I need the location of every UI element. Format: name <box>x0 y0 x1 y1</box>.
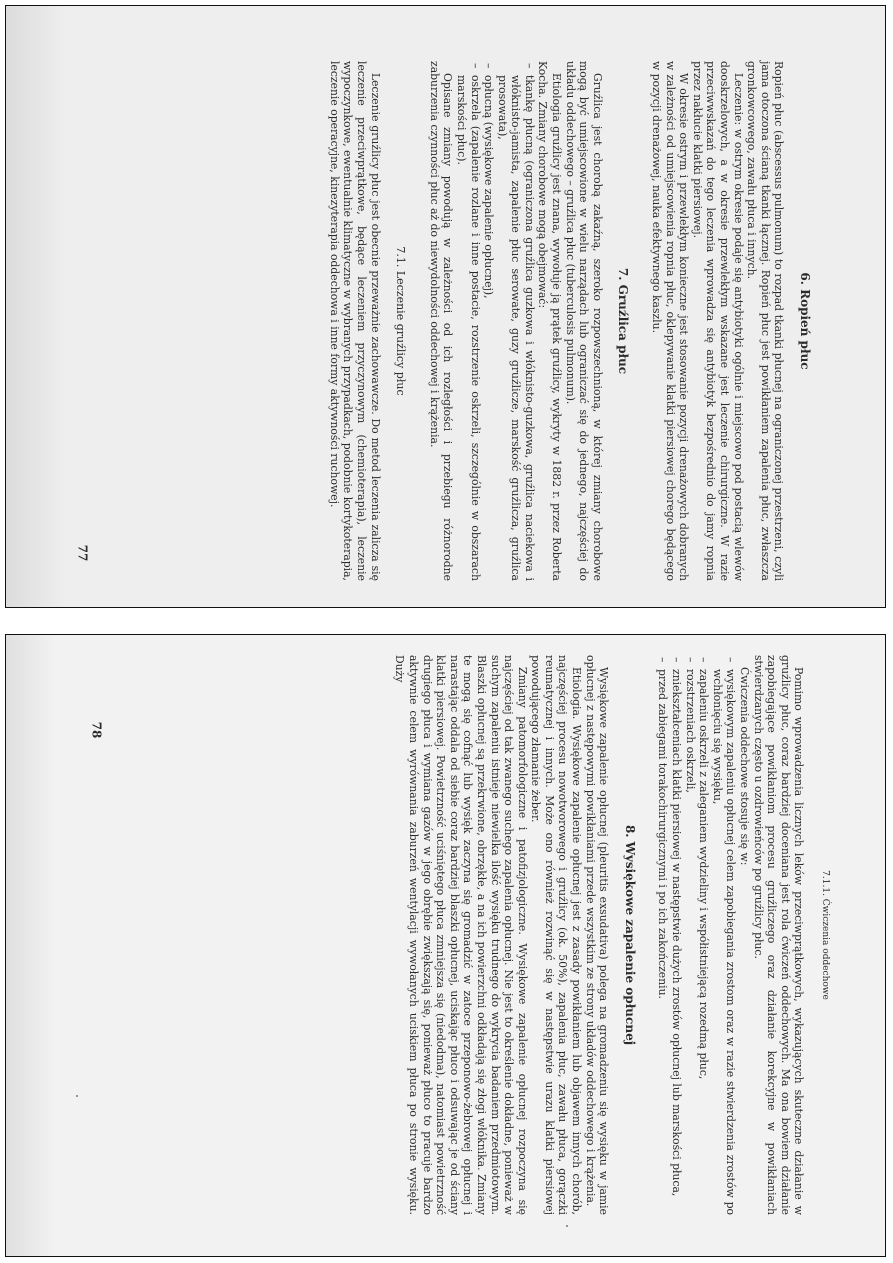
section-7-1-paragraph: Leczenie gruźlicy płuc jest obecnie przeważnie zachowawcze. Do metod leczenia zalicza się leczenie przeciwprątkowe, będące leczeniem przyczynowym (chemioterapia), leczenie wypoczynkowe, ewentualnie klimatyczne w wybranych przypadkach, podobnie kortykoterapia, leczenie operacyjne, kinezyterapia oddechowa i inne formy aktywności ruchowej. <box>327 61 382 581</box>
list-item: – przed zabiegami torakochirurgicznymi i po ich zakończeniu. <box>656 669 670 1215</box>
section-6-title: 6. Ropień płuc <box>798 272 812 370</box>
section-7-paragraph-1: Gruźlica jest chorobą zakaźną, szeroko rozpowszechnioną, w której zmiany chorobowe mogą być umiejscowione w wielu narządach lub ograniczać się do jednego, najczęściej do układu oddechowego – gruźlica płuc (tuberculosis pulmonum). <box>563 61 604 581</box>
list-item: – zniekształceniach klatki piersiowej w następstwie dużych zrostów opłucnej lub marskości płuca, <box>669 669 683 1215</box>
gutter-shadow <box>6 6 66 607</box>
page-77-text <box>71 61 811 581</box>
page-78-text <box>101 655 831 1215</box>
scanned-page-78 <box>5 634 886 1257</box>
section-7-paragraph-3: Opisane zmiany powodują w zależności od ich rozległości i przebiegu różnorodne zaburzenia czynności płuc aż do niewydolności oddechowej i krążenia. <box>427 61 455 581</box>
page-number: 77 <box>75 544 90 562</box>
scan-speck <box>76 1095 78 1097</box>
list-item: – oskrzela (zapalenie rozlane i inne postacie, rozstrzenie oskrzeli, szczególnie w obszarach marskości płuc). <box>454 75 481 581</box>
running-header: 7.1.1. Ćwiczenia oddechowe <box>820 870 830 1000</box>
section-8-title: 8. Wysiękowe zapalenie opłucnej <box>622 824 637 1046</box>
paragraph: Ćwiczenia oddechowe stosuje się w: <box>738 667 752 866</box>
section-8-paragraph-2: Etiologia. Wysiękowe zapalenie opłucnej jest z zasady powikłaniem lub objawem innych chorób, najczęściej procesu nowotworowego i gruźlicy (ok. 50%), zapalenia płuc, zawału płuca, gorączki reumatycznej i innych. Może ono również rozwinąć się w następstwie urazu klatki piersiowej powodującego złamanie żeber. <box>529 655 584 1215</box>
section-7-list <box>454 61 536 581</box>
section-7-1-title: 7.1. Leczenie gruźlicy płuc <box>394 246 408 396</box>
scan-speck <box>566 1225 568 1227</box>
section-6-paragraph-2: Leczenie: w ostrym okresie podaje się antybiotyki ogólnie i miejscowo pod postacią wlewów dooskrzelowych, a w okresie przewlekłym wskazane jest leczenie chirurgiczne. W razie przeciwwskazań do tego leczenia wprowadza się antybiotyk bezpośrednio do jamy ropnia przez nakłucie klatki piersiowej. <box>690 61 745 581</box>
list-item: – tkankę płucną (ograniczona gruźlica guzkowa i włóknisto-guzkowa, gruźlica naciekowa i włóknisto-jamista, zapalenie płuc serowate, guzy gruźlicze, marskość gruźlicza, gruźlica prosowata), <box>495 75 536 581</box>
list-item: – opłucną (wysiękowe zapalenie opłucnej), <box>482 75 496 581</box>
section-7-paragraph-2: Etiologia gruźlicy jest znana, wywołuje ją prątek gruźlicy, wykryty w 1882 r. przez Roberta Kocha. Zmiany chorobowe mogą obejmować: <box>536 61 564 581</box>
section-8-paragraph-1: Wysiękowe zapalenie opłucnej (pleuritis exsudativa) polega na gromadzeniu się wysięku w jamie opłucnej z następowymi powikłaniami przede wszystkim ze strony układów oddechowego i krążenia. <box>583 655 611 1215</box>
list-item: – rozstrzeniach oskrzeli, <box>683 669 697 1215</box>
section-8-paragraph-3: Zmiany patomorfologiczne i patofizjologiczne. Wysiękowe zapalenie opłucnej rozpoczyna się najczęściej od tak zwanego suchego zapalenia opłucnej. Nie jest to określenie dokładne, ponieważ w suchym zapaleniu istnieje niewielka ilość wysięku trudnego do wykrycia badaniem przedmiotowym. Blaszki opłucnej są przekrwione, obrzękłe, a na ich powierzchni odkładają się złogi włóknika. Zmiany te mogą się cofnąć lub wysięk zaczyna się gromadzić w zatoce przeponowo-żebrowej opłucnej i narastając oddala od siebie coraz bardziej blaszki opłucnej, uciskając płuco i odsuwając je od ściany klatki piersiowej. Powietrzność uciśniętego płuca zmniejsza się (niedodma), natomiast powietrzność drugiego płuca i wymiana gazów w jego obrębie zwiększają się, ponieważ płuco to pracuje bardzo aktywnie celem wyrównania zaburzeń wentylacji wywołanych uciskiem płuca po stronie wysięku. Duży <box>393 655 529 1215</box>
scanned-page-77 <box>5 5 886 608</box>
section-6-paragraph-1: Ropień płuc (abscessus pulmonum) to rozpad tkanki płucnej na ograniczonej przestrzeni, czyli jama otoczona ścianą tkanki łącznej. Ropień płuc jest powikłaniem zapalenia płuc, zwłaszcza gronkowcowego, zawału płuca i innych. <box>745 61 786 581</box>
list-item: – zapaleniu oskrzeli z zaleganiem wydzieliny i współistniejącą rozedmą płuc, <box>697 669 711 1215</box>
paragraph: Pomimo wprowadzenia licznych leków przeciwprątkowych, wykazujących skuteczne działanie w gruźlicy płuc, coraz bardziej doceniana jest rola ćwiczeń oddechowych. Ma ona bowiem działanie zapobiegające powikłaniom procesu gruźliczego oraz działanie korekcyjne w powikłaniach stwierdzanych często u ozdrowieńców po gruźlicy płuc. <box>751 655 806 1215</box>
section-6-paragraph-3: W okresie ostrym i przewlekłym konieczne jest stosowanie pozycji drenażowych dobranych w zależności od umiejscowienia ropnia płuc, oklepywanie klatki piersiowej chorego będącego w pozycji drenażowej, nauka efektywnego kaszlu. <box>650 61 691 581</box>
list-item: – wysiękowym zapaleniu opłucnej celem zapobiegania zrostom oraz w razie stwierdzenia zrostów po wchłonięciu się wysięku, <box>710 669 737 1215</box>
section-7-title: 7. Gruźlica płuc <box>616 267 631 375</box>
page-number: 78 <box>89 721 104 739</box>
exercise-indications-list <box>656 655 738 1215</box>
gutter-shadow <box>6 635 56 1256</box>
